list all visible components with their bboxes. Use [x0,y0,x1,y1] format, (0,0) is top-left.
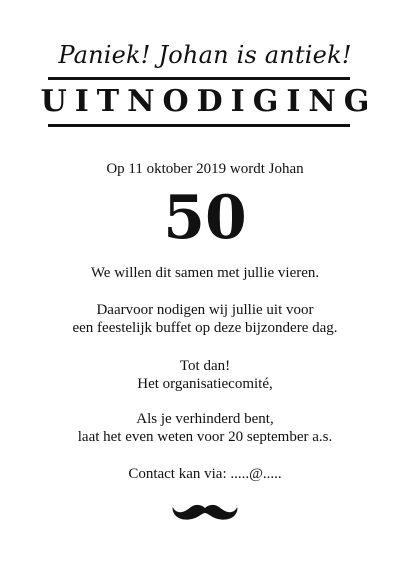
title-rule-bottom [48,124,350,127]
mustache-icon [171,502,239,524]
contact-text: Contact kan via: .....@..... [128,466,282,482]
age-number: 50 [163,183,247,253]
invite-text-line1: Daarvoor nodigen wij jullie uit voor [96,302,314,318]
tagline: Paniek! Johan is antiek! [58,41,352,69]
invite-text-line2: een feestelijk buffet op deze bijzondere dag. [72,320,338,336]
signoff-text-line1: Tot dan! [179,358,231,374]
title-rule-top [48,77,350,80]
intro-text: Op 11 oktober 2019 wordt Johan [106,161,304,177]
celebrate-text: We willen dit samen met jullie vieren. [90,265,320,281]
rsvp-text-line2: laat het even weten voor 20 september a.s. [77,429,333,445]
signoff-text-line2: Het organisatiecomité, [137,376,273,392]
rsvp-text-line1: Als je verhinderd bent, [136,411,274,427]
page-title: UITNODIGING [40,84,378,119]
